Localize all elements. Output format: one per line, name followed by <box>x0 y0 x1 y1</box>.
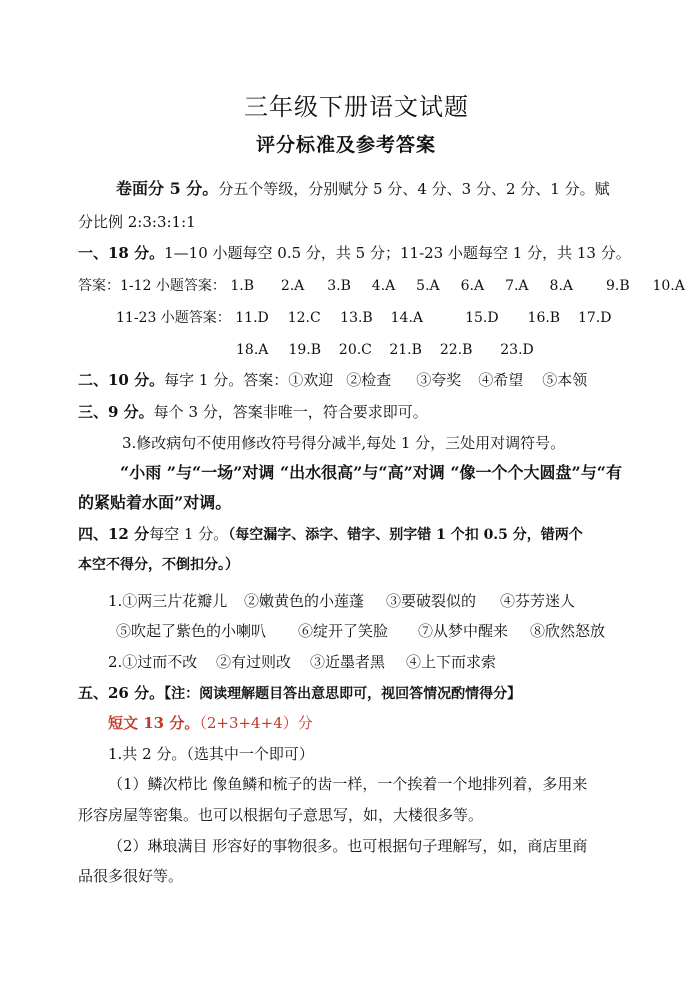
answer-item: ⑥绽开了笑脸 <box>298 622 389 640</box>
answer-item: 4.A <box>371 278 396 294</box>
section-5-note: 【注：阅读理解题目答出意思即可，视回答情况酌情得分】 <box>164 686 522 702</box>
answer-item: 15.D <box>465 310 499 326</box>
section-4-note: （每空漏字、添字、错字、别字错 1 个扣 0.5 分，错两个 <box>228 527 583 543</box>
section-2-lead: 二、10 分。 <box>78 371 165 389</box>
section-4-note-2: 本空不得分，不倒扣分。） <box>78 557 239 573</box>
answer-item: 2.①过而不改 <box>108 653 198 671</box>
answer-item: ③夸奖 <box>416 371 462 389</box>
question-1-answer-1a: （1）鳞次栉比 像鱼鳞和梳子的齿一样，一个挨着一个地排列着，多用来 <box>108 775 588 793</box>
question-1-answer-2a: （2）琳琅满目 形容好的事物很多。也可根据句子理解写，如，商店里商 <box>108 837 588 855</box>
answer-item: 14.A <box>390 310 423 326</box>
section-1-heading <box>78 243 631 263</box>
question-1-answer-2b: 品很多很好等。 <box>78 867 184 885</box>
section-3-note: 3.修改病句不使用修改符号得分减半,每处 1 分，三处用对调符号。 <box>122 434 566 452</box>
answer-item: ④上下而求索 <box>406 653 497 671</box>
answer-item: ⑤本领 <box>542 371 588 389</box>
answer-item: 5.A <box>416 278 440 294</box>
page-subtitle: 评分标准及参考答案 <box>256 134 437 156</box>
scoring-paragraph <box>116 179 610 199</box>
answer-item: 17.D <box>577 310 612 326</box>
short-text-lead: 短文 13 分。 <box>108 714 200 732</box>
answers-row-2 <box>116 308 611 328</box>
answer-item: ⑤吹起了紫色的小喇叭 <box>116 622 267 640</box>
section-3-answer-2: 的紧贴着水面”对调。 <box>78 493 232 512</box>
question-1-answer-1b: 形容房屋等密集。也可以根据句子意思写，如，大楼很多等。 <box>78 806 484 824</box>
answer-item: ④芬芳迷人 <box>500 592 576 610</box>
answer-item: ②有过则改 <box>216 653 292 671</box>
short-text-score: （2+3+4+4）分 <box>199 714 313 732</box>
answer-item: 19.B <box>288 342 322 358</box>
answer-item: 23.D <box>500 342 534 358</box>
answer-item: 20.C <box>338 342 372 358</box>
answer-item: 6.A <box>460 278 485 294</box>
answers-label-2: 11-23 小题答案： <box>116 310 231 326</box>
question-1: 1.共 2 分。（选其中一个即可） <box>108 745 314 763</box>
section-4-lead: 四、12 分 <box>78 525 150 543</box>
section-1-text: 1—10 小题每空 0.5 分，共 5 分；11-23 小题每空 1 分，共 13 分。 <box>164 244 631 262</box>
section-4-row-1 <box>108 591 575 611</box>
scoring-text: 分五个等级，分别赋分 5 分、4 分、3 分、2 分、1 分。赋 <box>218 180 610 198</box>
section-3-lead: 三、9 分。 <box>78 403 154 421</box>
answer-item: ②检查 <box>346 371 392 389</box>
answer-item: 16.B <box>527 310 561 326</box>
answer-item: 21.B <box>389 342 422 358</box>
answer-item: 7.A <box>505 278 529 294</box>
answer-item: ③近墨者黑 <box>310 653 386 671</box>
section-5 <box>78 683 521 704</box>
answer-item: 3.B <box>327 278 351 294</box>
answer-item: ①欢迎 <box>288 371 334 389</box>
answer-item: 1.B <box>230 278 255 294</box>
answer-item: 13.B <box>340 310 373 326</box>
scoring-continuation: 分比例 2:3:3:1:1 <box>78 213 196 231</box>
section-3 <box>78 402 428 422</box>
answer-item: 10.A <box>652 278 685 294</box>
section-4-row-2 <box>116 621 605 641</box>
answer-item: 11.D <box>235 310 269 326</box>
section-4 <box>78 524 583 545</box>
answer-item: ④希望 <box>478 371 524 389</box>
answer-item: 22.B <box>439 342 473 358</box>
answers-row-1 <box>78 276 685 296</box>
page-title: 三年级下册语文试题 <box>244 93 469 121</box>
section-2-text: 每字 1 分。答案： <box>164 371 289 389</box>
answer-item: 2.A <box>280 278 305 294</box>
section-4-row-3 <box>108 652 496 672</box>
short-text-heading <box>108 713 313 733</box>
scoring-lead: 卷面分 5 分。 <box>116 179 219 198</box>
answer-item: 12.C <box>287 310 321 326</box>
section-3-text: 每个 3 分，答案非唯一，符合要求即可。 <box>153 403 428 421</box>
section-4-text: 每空 1 分。 <box>149 525 229 543</box>
section-5-lead: 五、26 分。 <box>78 684 165 702</box>
section-1-lead: 一、18 分。 <box>78 244 165 262</box>
answer-item: 9.B <box>605 278 630 294</box>
section-2 <box>78 370 587 390</box>
answer-item: ⑦从梦中醒来 <box>418 622 509 640</box>
answer-item: 18.A <box>236 342 269 358</box>
answer-item: 8.A <box>549 278 573 294</box>
answer-item: ②嫩黄色的小莲蓬 <box>244 592 365 610</box>
answers-row-3 <box>236 340 534 360</box>
answer-item: 1.①两三片花瓣儿 <box>108 592 228 610</box>
answer-item: ③要破裂似的 <box>386 592 477 610</box>
answer-item: ⑧欣然怒放 <box>530 622 606 640</box>
section-3-answer-1: “小雨 ”与“一场”对调 “出水很高”与“高”对调 “像一个个大圆盘”与“有 <box>120 463 622 482</box>
answers-label: 答案：1-12 小题答案： <box>78 278 226 294</box>
